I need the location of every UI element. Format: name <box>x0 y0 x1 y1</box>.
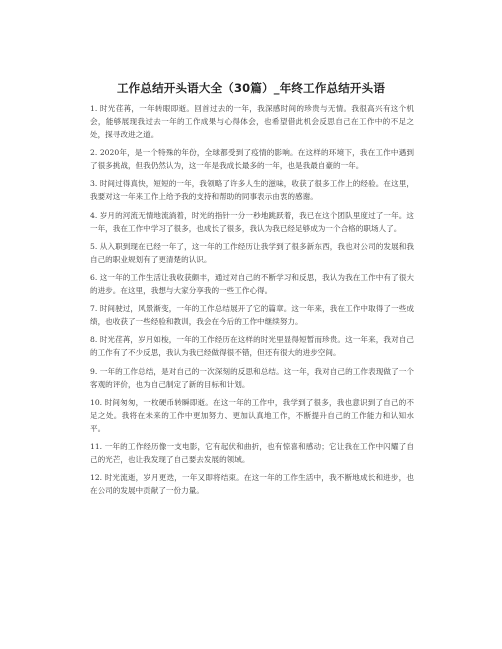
paragraph-4: 4. 岁月的河流无情地流淌着，时光的指针一分一秒地跳跃着，我已在这个团队里度过了一年。这一年，我在工作中学习了很多，也成长了很多，我认为我已经足够成为一个合格的职场人了。 <box>90 210 414 233</box>
paragraph-9: 9. 一年的工作总结，是对自己的一次深刻的反思和总结。这一年，我对自己的工作表现做了一个客观的评价，也为自己制定了新的目标和计划。 <box>90 366 414 389</box>
paragraph-3: 3. 时间过得真快，短短的一年，我领略了许多人生的滋味，收获了很多工作上的经验。在这里，我要对这一年来工作上给予我的支持和帮助的同事表示由衷的感谢。 <box>90 179 414 202</box>
paragraph-7: 7. 时间驶过，风景渐变，一年的工作总结展开了它的篇章。这一年来，我在工作中取得了一些成绩，也收获了一些经验和教训，我会在今后的工作中继续努力。 <box>90 304 414 327</box>
paragraph-8: 8. 时光荏苒，岁月如梭，一年的工作经历在这样的时光里显得短暂而珍贵。这一年来，我对自己的工作有了不少反思，我认为我已经做得很不错，但还有很大的进步空间。 <box>90 335 414 358</box>
document-title: 工作总结开头语大全（30篇）_年终工作总结开头语 <box>116 81 386 95</box>
paragraph-1: 1. 时光荏苒，一年转眼即逝。回首过去的一年，我深感时间的珍贵与无情。我很高兴有这个机会，能够展现我过去一年的工作成果与心得体会，也希望借此机会反思自己在工作中的不足之处，探寻改进之道。 <box>90 104 414 139</box>
paragraph-12: 12. 时光流逝，岁月更迭，一年又即将结束。在这一年的工作生活中，我不断地成长和进步，也在公司的发展中贡献了一份力量。 <box>90 473 414 496</box>
paragraph-11: 11. 一年的工作经历像一支电影，它有起伏和曲折，也有惊喜和感动；它让我在工作中闪耀了自己的光芒，也让我发现了自己要去发展的领域。 <box>90 441 414 464</box>
paragraph-10: 10. 时间匆匆，一枚硬币转瞬即逝。在这一年的工作中，我学到了很多，我也意识到了自己的不足之处。我将在未来的工作中更加努力、更加认真地工作，不断提升自己的工作能力和认知水平。 <box>90 397 414 433</box>
paragraph-2: 2. 2020年，是一个特殊的年份，全球都受到了疫情的影响。在这样的环境下，我在工作中遇到了很多挑战，但我仍然认为，这一年是我成长最多的一年，也是我最自豪的一年。 <box>90 148 414 171</box>
document-body <box>90 102 414 502</box>
paragraph-5: 5. 从入职到现在已经一年了，这一年的工作经历让我学到了很多新东西，我也对公司的发展和我自己的职业规划有了更清楚的认识。 <box>90 241 414 264</box>
paragraph-6: 6. 这一年的工作生活让我收获颇丰，通过对自己的不断学习和反思，我认为我在工作中有了很大的进步。在这里，我想与大家分享我的一些工作心得。 <box>90 272 414 295</box>
